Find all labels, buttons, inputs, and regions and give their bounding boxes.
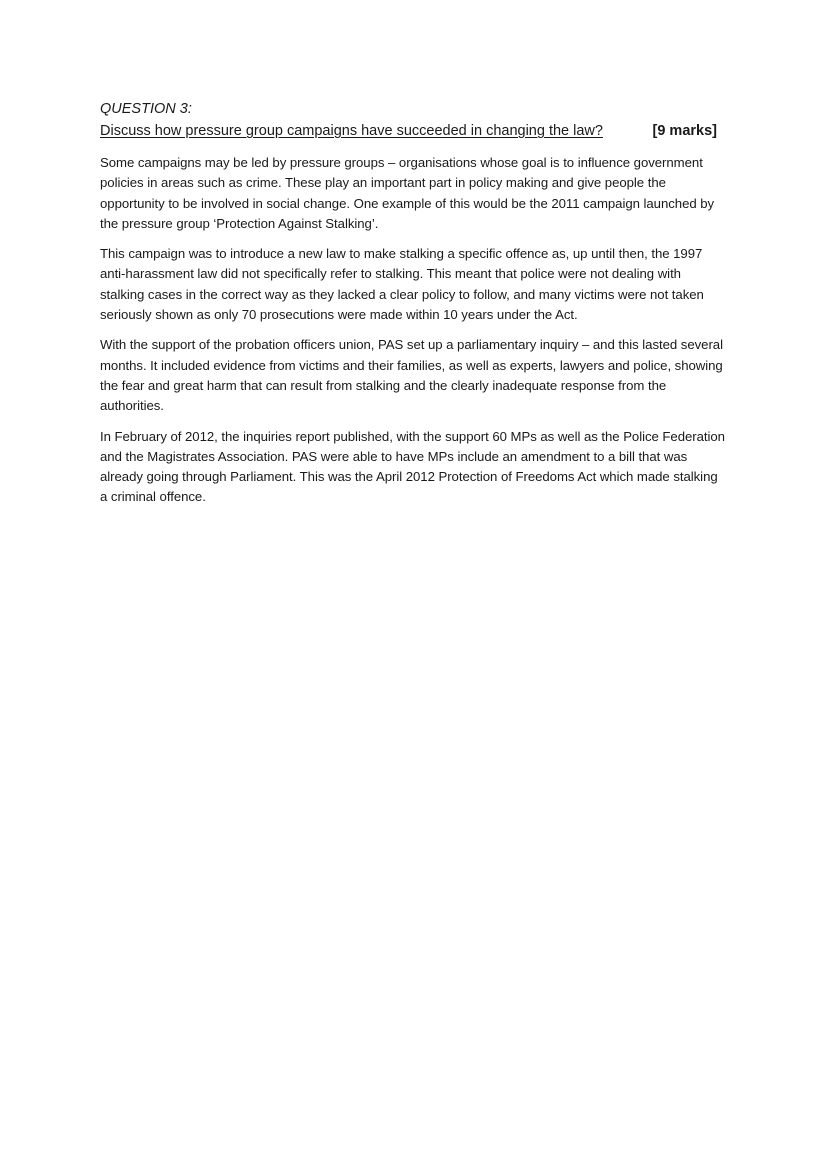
- marks-label: [9 marks]: [652, 123, 717, 139]
- question-label: QUESTION 3:: [100, 101, 192, 117]
- paragraph: In February of 2012, the inquiries report published, with the support 60 MPs as well as the Police Federation and the Magistrates Association. PAS were able to have MPs include an amendment to a bill that was already going through Parliament. This was the April 2012 Protection of Freedoms Act which made stalking a criminal offence.: [100, 428, 725, 505]
- question-text: Discuss how pressure group campaigns have succeeded in changing the law?: [100, 123, 603, 139]
- question-heading: [100, 121, 725, 141]
- document-body: [100, 100, 725, 518]
- paragraph: Some campaigns may be led by pressure groups – organisations whose goal is to influence government policies in areas such as crime. These play an important part in policy making and give people the opportunity to be involved in social change. One example of this would be the 2011 campaign launched by the pressure group ‘Protection Against Stalking’.: [100, 155, 715, 231]
- paragraph: With the support of the probation officers union, PAS set up a parliamentary inquiry – and this lasted several months. It included evidence from victims and their families, as well as experts, lawyers and police, showing the fear and great harm that can result from stalking and the clearly inadequate response from the authorities.: [100, 337, 723, 414]
- paragraph: This campaign was to introduce a new law to make stalking a specific offence as, up until then, the 1997 anti-harassment law did not specifically refer to stalking. This meant that police were not dealing with stalking cases in the correct way as they lacked a clear policy to follow, and many victims were not taken seriously shown as only 70 prosecutions were made within 10 years under the Act.: [100, 246, 704, 323]
